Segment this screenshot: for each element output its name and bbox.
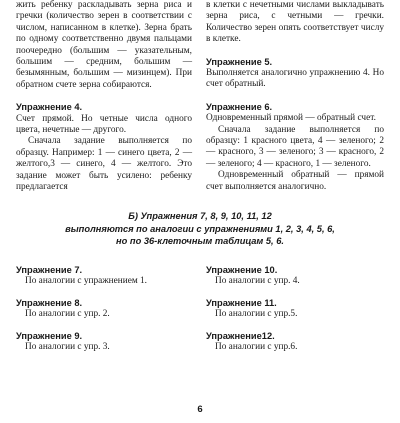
exercise-5-title: Упражнение 5.	[206, 56, 273, 67]
page-number: 6	[197, 404, 203, 415]
exercise-11-desc: По аналогии с упр.5.	[215, 309, 298, 319]
section-b-line3: но по 36-клеточным таблицам 5, 6.	[116, 236, 284, 246]
exercise-9	[16, 330, 192, 353]
exercise-6-line3: Одновременный обратный — прямой счет выполняется аналогично.	[206, 170, 384, 192]
exercise-7	[16, 264, 192, 287]
exercise-6-line2: Сначала задание выполняется по образцу: 1 красного цвета, 4 — зеленого; 2 — красного, 3 — зеленого; 3 — красного, 2 — зеленого; 4 — красного, 1 — зеленого.	[206, 124, 384, 169]
exercise-4-title: Упражнение 4.	[16, 102, 83, 113]
exercise-8-desc: По аналогии с упр. 2.	[25, 309, 110, 319]
exercise-12	[206, 330, 382, 353]
exercise-11	[206, 297, 382, 320]
section-b-heading	[16, 210, 384, 248]
right-column	[206, 0, 384, 193]
exercise-4-line2: Сначала задание выполняется по образцу. Например: 1 — синего цвета, 2 — желтого,3 — синего, 4 — желтого. Это задание может быть усилено: ребенку предлагается	[16, 136, 192, 193]
exercise-12-desc: По аналогии с упр.6.	[215, 342, 298, 352]
exercise-5-text: Выполняется аналогично упражнению 4. Но счет обратный.	[206, 68, 384, 90]
exercise-10-title: Упражнение 10.	[206, 265, 278, 275]
exercise-7-title: Упражнение 7.	[16, 265, 83, 275]
exercise-6-title: Упражнение 6.	[206, 101, 273, 112]
exercise-9-title: Упражнение 9.	[16, 331, 83, 341]
exercise-7-desc: По аналогии с упражнением 1.	[25, 276, 148, 286]
left-intro-paragraph: жить ребенку раскладывать зерна риса и гречки (количество зерен в соответствии с числом, написанном в клетке). Зерна брать по одному соответственно двумя пальцами поочередно (большим — указательным, большим — средним, большим — безымянным, большим — мизинцем). При обратном счете зерна собираются.	[16, 0, 192, 90]
exercise-8-title: Упражнение 8.	[16, 298, 83, 308]
exercise-9-desc: По аналогии с упр. 3.	[25, 342, 110, 352]
section-b-line2: выполняются по аналогии с упражнениями 1, 2, 3, 4, 5, 6,	[65, 223, 335, 234]
left-column	[16, 0, 192, 194]
exercise-8	[16, 297, 192, 320]
exercise-12-title: Упражнение12.	[206, 331, 275, 341]
exercise-6-line1: Одновременный прямой — обратный счет.	[206, 113, 376, 124]
exercise-10-desc: По аналогии с упр. 4.	[215, 276, 300, 286]
exercise-11-title: Упражнение 11.	[206, 298, 277, 308]
right-intro-paragraph: в клетки с нечетными числами выкладывать зерна риса, с четными — гречки. Количество зерен опять соответствует числу в клетке.	[206, 0, 384, 45]
section-b-line1: Б) Упражнения 7, 8, 9, 10, 11, 12	[128, 211, 272, 221]
exercise-4-line1: Счет прямой. Но четные числа одного цвета, нечетные — другого.	[16, 113, 192, 136]
exercise-10	[206, 264, 382, 287]
